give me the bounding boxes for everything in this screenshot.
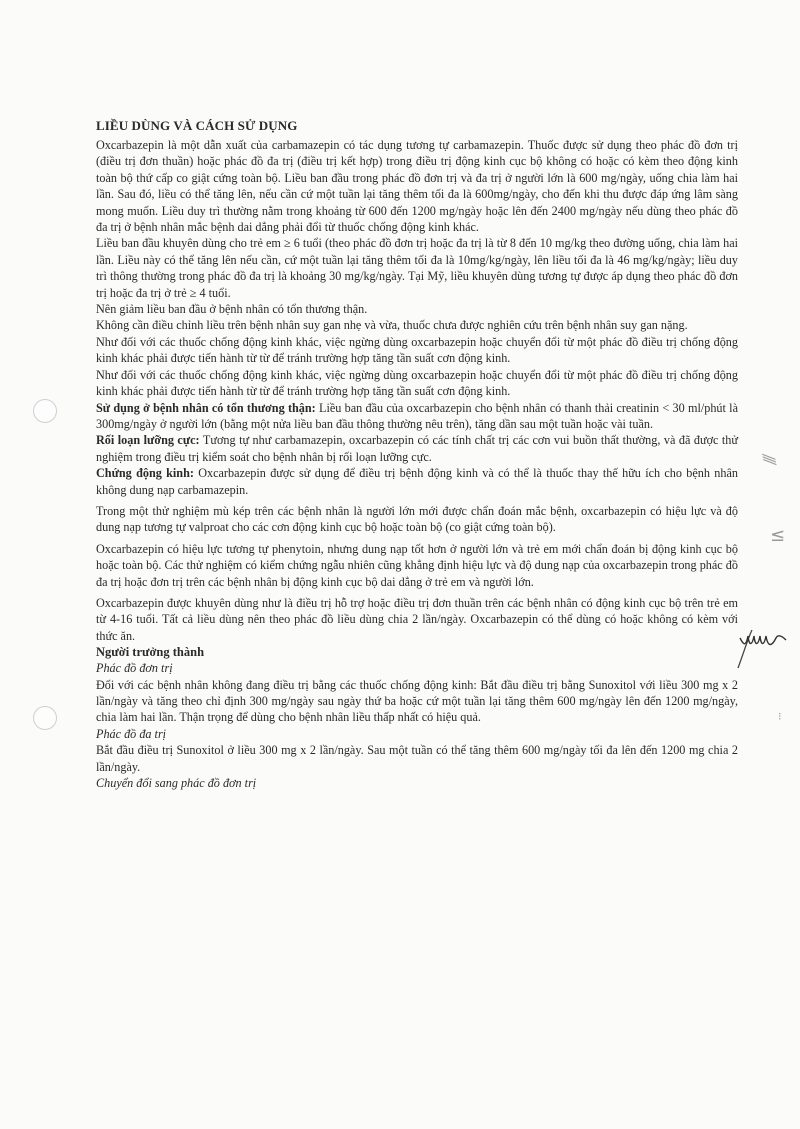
epilepsy-text: Oxcarbazepin được sử dụng để điều trị bệnh động kinh và có thể là thuốc thay thế hữu ích cho bệnh nhân không dung nạp carbamazepin. [96,466,738,497]
document-page [96,118,738,791]
margin-mark: ⁄⁄⁄ [758,453,780,466]
section-title: LIỀU DÙNG VÀ CÁCH SỬ DỤNG [96,118,298,133]
paragraph-monotherapy: Đối với các bệnh nhân không đang điều trị bằng các thuốc chống động kinh: Bắt đầu điều trị bằng Sunoxitol với liều 300 mg x 2 lần/ngày và tăng theo chỉ định 300 mg/ngày sau ngày thứ ba hoặc cứ một tuần lại tăng thêm 600 mg/ngày lên đến 1200 mg/ngày, chia làm hai lần. Thận trọng để dùng cho bệnh nhân liều thấp nhất có hiệu quả. [96,677,738,725]
handwritten-signature [732,616,790,676]
paragraph-renal: Nên giảm liều ban đầu ở bệnh nhân có tổn thương thận. [96,302,368,317]
margin-mark: ⁝ [778,710,782,723]
paragraph-withdrawal-repeat: Như đối với các thuốc chống động kinh khác, việc ngừng dùng oxcarbazepin hoặc chuyển đổi từ một phác đồ điều trị chống động kinh khác phải được tiến hành từ từ để tránh trường hợp tăng tần suất cơn động kinh. [96,367,738,399]
heading-adjunctive: Phác đồ đa trị [96,726,167,741]
punch-hole-bottom [33,706,57,730]
margin-mark: ≤ [770,525,786,546]
paragraph-renal-use [96,400,738,433]
renal-use-label: Sử dụng ở bệnh nhân có tổn thương thận: [96,400,316,415]
bipolar-text: Tương tự như carbamazepin, oxcarbazepin có các tính chất trị các cơn vui buồn thất thường, và đã được thử nghiệm trong điều trị kiểm soát cho bệnh nhân bị rối loạn lưỡng cực. [96,433,738,464]
paragraph-trial-phenytoin: Oxcarbazepin có hiệu lực tương tự phenytoin, nhưng dung nạp tốt hơn ở người lớn và trẻ em mới chẩn đoán bị động kinh cục bộ hoặc toàn bộ. Các thử nghiệm có kiểm chứng ngẫu nhiên cũng khẳng định hiệu lực và độ dung nạp của oxcarbazepin trong phác đồ đa trị hoặc đơn trị trên các bệnh nhân bị động kinh cục bộ dai dẳng ở trẻ em và người lớn. [96,541,738,589]
paragraph-hepatic: Không cần điều chỉnh liều trên bệnh nhân suy gan nhẹ và vừa, thuốc chưa được nghiên cứu trên bệnh nhân suy gan nặng. [96,318,688,333]
bipolar-label: Rối loạn lưỡng cực: [96,433,200,448]
paragraph-overview: Oxcarbazepin là một dẫn xuất của carbamazepin có tác dụng tương tự carbamazepin. Thuốc được sử dụng theo phác đồ đơn trị (điều trị đơn thuần) hoặc phác đồ đa trị (điều trị kết hợp) trong điều trị động kinh cục bộ không có hoặc có kèm theo động kinh toàn bộ thứ cấp co giật cứng toàn bộ. Liều ban đầu trong phác đồ đơn trị và đa trị ở người lớn là 600 mg/ngày, uống chia làm hai lần. Sau đó, liều có thể tăng lên, nếu cần cứ một tuần lại tăng thêm tối đa là 600mg/ngày, cho đến khi thu được đáp ứng lâm sàng mong muốn. Liều duy trì thường nằm trong khoảng từ 600 đến 1200 mg/ngày hoặc lên đến 2400 mg/ngày nếu dùng theo phác đồ đa trị ở bệnh nhân mắc bệnh dai dẳng phải đổi từ thuốc chống động kinh khác. [96,138,738,235]
paragraph-children-dose: Liều ban đầu khuyên dùng cho trẻ em ≥ 6 tuổi (theo phác đồ đơn trị hoặc đa trị là từ 8 đến 10 mg/kg theo đường uống, chia làm hai lần. Liều này có thể tăng lên nếu cần, cứ một tuần lại tăng thêm tối đa là 10mg/kg/ngày, lên liều tối đa là 46 mg/kg/ngày; liều duy trì thông thường trong phác đồ đa trị là khoảng 30 mg/kg/ngày. Tại Mỹ, liều khuyên dùng tương tự được áp dụng theo phác đồ đơn trị hoặc đa trị ở trẻ ≥ 4 tuổi. [96,236,738,300]
paragraph-bipolar [96,432,738,465]
renal-use-text: Liều ban đầu của oxcarbazepin cho bệnh nhân có thanh thải creatinin < 30 ml/phút là 300mg/ngày ở người lớn (bằng một nửa liều ban đầu thông thường nêu trên), tăng dần sau một tuần hoặc vài tuần. [96,400,738,431]
paragraph-trial-valproate: Trong một thử nghiệm mù kép trên các bệnh nhân là người lớn mới được chẩn đoán mắc bệnh, oxcarbazepin có hiệu lực và độ dung nạp tương tự valproat cho các cơn động kinh cục bộ hoặc toàn bộ (co giật cứng toàn bộ). [96,503,738,535]
paragraph-recommendation: Oxcarbazepin được khuyên dùng như là điều trị hỗ trợ hoặc điều trị đơn thuần trên các bệnh nhân có động kinh cục bộ trên trẻ em từ 4-16 tuổi. Tất cả liều dùng nên theo phác đồ liều dùng chia 2 lần/ngày. Oxcarbazepin có thể dùng có hoặc không có kèm với thức ăn. [96,595,738,643]
heading-adults: Người trưởng thành [96,645,205,660]
paragraph-epilepsy [96,465,738,498]
punch-hole-top [33,399,57,423]
heading-monotherapy: Phác đồ đơn trị [96,661,173,676]
heading-conversion: Chuyển đổi sang phác đồ đơn trị [96,776,257,791]
paragraph-withdrawal: Như đối với các thuốc chống động kinh khác, việc ngừng dùng oxcarbazepin hoặc chuyển đổi từ một phác đồ điều trị chống động kinh khác phải được tiến hành từ từ để tránh trường hợp tăng tần suất cơn động kinh. [96,334,738,366]
epilepsy-label: Chứng động kinh: [96,466,194,481]
paragraph-adjunctive: Bắt đầu điều trị Sunoxitol ở liều 300 mg x 2 lần/ngày. Sau một tuần có thể tăng thêm 600 mg/ngày tối đa lên đến 1200 mg chia 2 lần/ngày. [96,743,738,774]
